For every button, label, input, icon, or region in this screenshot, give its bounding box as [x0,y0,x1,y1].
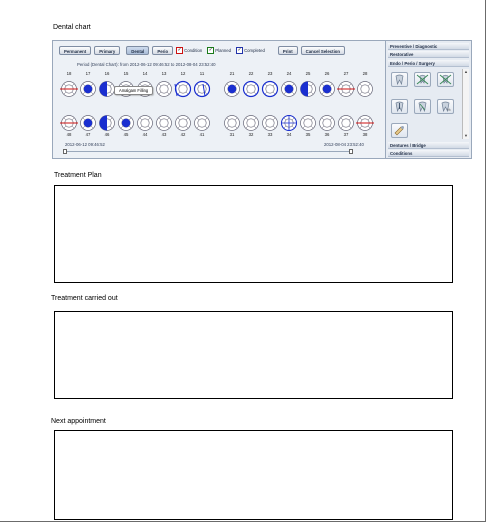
check-icon: ✓ [177,46,182,53]
tooth[interactable] [81,82,96,97]
period-text: Period (Dental Chart): from 2012-06-12 09:46:52 to 2012-08-04 23:52:40 [77,62,216,67]
date-slider-end-handle[interactable] [349,149,353,154]
tooth-number: 43 [161,132,167,137]
tooth-number: 21 [229,71,235,76]
tooth[interactable] [157,82,172,97]
treatment-side-panel [385,41,472,158]
tooth-number: 17 [85,71,91,76]
extraction-icon[interactable] [414,72,431,87]
tooth-number: 45 [123,132,129,137]
tooth[interactable] [301,116,316,131]
tooth[interactable] [358,82,373,97]
tooth[interactable] [301,82,316,97]
restorative-header[interactable]: Restorative [388,51,469,58]
tooth[interactable] [282,82,297,97]
completed-checkbox[interactable]: ✓ Completed [237,46,265,53]
tooth-number: 31 [229,132,235,137]
condition-checkbox[interactable]: ✓ Condition [177,46,203,53]
tooth[interactable] [263,116,278,131]
next-appointment-box[interactable] [54,430,453,520]
tooth-number: 37 [343,132,349,137]
scroll-down-icon[interactable]: ▼ [464,133,468,138]
tooth[interactable] [60,82,78,97]
tooth-number: 12 [180,71,186,76]
tooth-root-icon[interactable] [414,99,431,114]
tooth[interactable] [244,116,259,131]
tooth-number: 18 [66,71,72,76]
print-button[interactable]: Print [278,46,298,55]
tooth-number: 14 [142,71,148,76]
tooth[interactable] [81,116,96,131]
tooth-number: 36 [324,132,330,137]
perio-button[interactable]: Perio [152,46,173,55]
dental-button[interactable]: Dental [126,46,149,55]
next-appointment-label: Next appointment [51,418,106,425]
permanent-button[interactable]: Permanent [59,46,91,55]
treatment-carried-out-label: Treatment carried out [51,295,118,302]
date-slider-start-handle[interactable] [63,149,67,154]
chart-main-area [53,41,385,158]
scroll-up-icon[interactable]: ▲ [464,69,468,74]
hand-tool-icon[interactable] [391,123,408,138]
tooth-number: 33 [267,132,273,137]
tooth-number: 44 [142,132,148,137]
tooth-number: 25 [305,71,311,76]
treatment-plan-label: Treatment Plan [54,172,102,179]
tooth[interactable] [119,116,134,131]
date-end: 2012-08-04 23:52:40 [324,142,364,147]
tooth[interactable] [138,116,153,131]
tooth-number: 24 [286,71,292,76]
side-panel-scrollbar[interactable] [462,69,469,139]
tooth[interactable] [176,116,191,131]
primary-button[interactable]: Primary [94,46,120,55]
preventive-diagnostic-header[interactable]: Preventive / Diagnostic [388,43,469,50]
tooth-root-icon[interactable] [391,72,408,87]
tooth[interactable] [337,82,355,97]
tooth-number: 13 [161,71,167,76]
cancel-selection-button[interactable]: Cancel Selection [301,46,345,55]
tooth-root-icon[interactable] [391,99,408,114]
tooth[interactable] [195,82,210,97]
treatment-plan-box[interactable] [54,185,453,283]
tooth-number: 35 [305,132,311,137]
tooth-number: 16 [104,71,110,76]
tooth[interactable] [320,116,335,131]
tooth-number: 27 [343,71,349,76]
tooth[interactable] [320,82,335,97]
tooth[interactable] [195,116,210,131]
teeth-diagram [53,41,385,158]
extraction-icon[interactable] [437,72,454,87]
tooth[interactable] [244,82,259,97]
conditions-header[interactable]: Conditions [388,150,469,157]
tooth-number: 32 [248,132,254,137]
tooth[interactable] [157,116,172,131]
tooth-root-icon[interactable] [437,99,454,114]
tooth[interactable] [176,82,191,97]
check-icon: ✓ [208,46,213,53]
check-icon: ✓ [237,46,242,53]
tooth-number: 22 [248,71,254,76]
treatment-carried-out-box[interactable] [54,311,453,399]
dental-chart-label: Dental chart [53,24,91,31]
dentures-bridge-header[interactable]: Dentures / Bridge [388,142,469,149]
tooth[interactable] [60,116,78,131]
endo-perio-surgery-header[interactable]: Endo / Perio / Surgery [388,60,469,67]
tooth[interactable] [339,116,354,131]
tooth-number: 26 [324,71,330,76]
tooth-number: 28 [362,71,368,76]
tooth-number: 38 [362,132,368,137]
tooth[interactable] [263,82,278,97]
tooth-number: 42 [180,132,186,137]
tooth-number: 48 [66,132,72,137]
tooth[interactable] [356,116,374,131]
amalgam-filling-tooltip: Amalgam Filling [114,86,153,95]
tooth-number: 47 [85,132,91,137]
date-start: 2012-06-12 09:46:52 [65,142,105,147]
tooth[interactable] [100,82,115,97]
tooth[interactable] [282,116,297,131]
tooth-number: 34 [286,132,292,137]
tooth[interactable] [225,82,240,97]
tooth[interactable] [100,116,115,131]
tooth-number: 41 [199,132,205,137]
dental-chart-panel [52,40,472,159]
tooth-number: 46 [104,132,110,137]
tooth-number: 23 [267,71,273,76]
svg-text:%: % [447,107,451,112]
tooth[interactable] [225,116,240,131]
planned-checkbox[interactable]: ✓ Planned [208,46,232,53]
tooth-number: 11 [199,71,205,76]
tooth-number: 15 [123,71,129,76]
date-slider-track [65,151,351,152]
